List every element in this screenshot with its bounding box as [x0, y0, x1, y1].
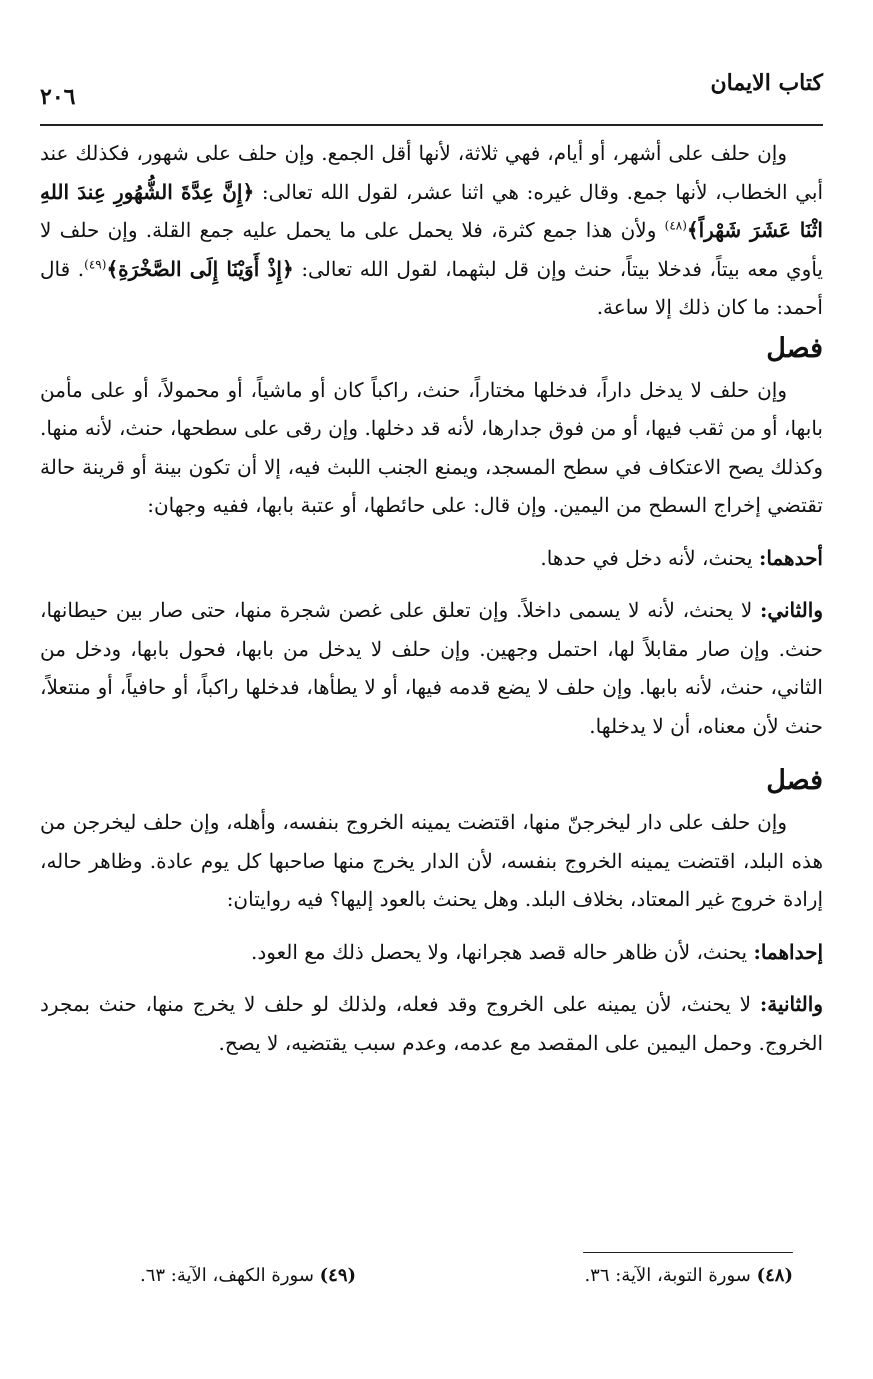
paragraph-months: وإن حلف على أشهر، أو أيام، فهي ثلاثة، لأنها أقل الجمع. وإن حلف على شهور، فكذلك عند أبي الخطاب، لأنها جمع. وقال غيره: هي اثنا عشر، لقول الله تعالى: ﴿إِنَّ عِدَّةَ الشُّهُورِ عِندَ اللهِ اثْنَا عَشَرَ شَهْراً﴾$^{(٤٨)}$ ولأن هذا جمع كثرة، فلا يحمل على ما يحمل عليه جمع القلة. وإن حلف لا يأوي معه بيتاً، فدخلا بيتاً، حنث وإن قل لبثهما، لقول الله تعالى: ﴿إِذْ أَوَيْنَا إِلَى الصَّخْرَةِ﴾$^{(٤٩)}$. قال أحمد: ما كان ذلك إلا ساعة. — [40, 141, 824, 319]
header-rule — [40, 124, 823, 126]
quran-verse-tawbah: ﴿إِنَّ عِدَّةَ الشُّهُورِ عِندَ اللهِ اثْنَا عَشَرَ شَهْراً﴾ — [40, 179, 823, 242]
paragraph-entering-house: وإن حلف لا يدخل داراً، فدخلها مختاراً، حنث، راكباً كان أو ماشياً، أو محمولاً، أو على مأمن بابها، أو من ثقب فيها، أو من فوق جدارها، لأنه قد دخلها. وإن رقى على سطحها، حنث، لأنه منها. وكذلك يصح الاعتكاف في سطح المسجد، ويمنع الجنب اللبث فيه، إلا أن تكون بينة أو قرينة حالة تقتضي إخراج السطح من اليمين. وإن قال: على حائطها، أو عتبة بابها، ففيه وجهان: — [40, 377, 823, 517]
opinion-label: إحداهما: — [753, 939, 823, 964]
opinion-label: والثانية: — [759, 992, 823, 1016]
paragraph-leaving-house: وإن حلف على دار ليخرجنّ منها، اقتضت يمينه الخروج بنفسه، وأهله، وإن حلف ليخرجن من هذه البلد، اقتضت يمينه الخروج بنفسه، لأن الدار يخرج منها صاحبها كل يوم عادة. وظاهر حاله، إرادة خروج غير المعتاد، بخلاف البلد. وهل يحنث بالعود إليها؟ فيه روايتان: — [40, 810, 823, 911]
opinion-label: أحدهما: — [758, 545, 823, 570]
page-number: ٢٠٦ — [40, 84, 76, 110]
opinion-first: أحدهما: يحنث، لأنه دخل في حدها. — [540, 545, 823, 570]
section-heading-1: فصل — [766, 332, 823, 364]
footnotes — [140, 1262, 793, 1290]
footnote-ref-48[interactable]: (٤٨) — [664, 218, 687, 233]
running-title: كتاب الايمان — [710, 70, 823, 96]
footnote-48: (٤٨) سورة التوبة، الآية: ٣٦. — [584, 1265, 793, 1286]
footnote-49: (٤٩) سورة الكهف، الآية: ٦٣. — [140, 1265, 357, 1286]
opinion-label: والثاني: — [759, 598, 823, 622]
quran-verse-kahf: ﴿إِذْ أَوَيْنَا إِلَى الصَّخْرَةِ﴾ — [106, 256, 294, 281]
narration-second: والثانية: لا يحنث، لأن يمينه على الخروج وقد فعله، ولذلك لو حلف لا يخرج منها، حنث بمجرد الخروج. وحمل اليمين على المقصد مع عدمه، وعدم سبب يقتضيه، لا يصح. — [40, 992, 823, 1055]
footnote-rule — [583, 1252, 793, 1253]
footnote-ref-49[interactable]: (٤٩) — [84, 256, 107, 271]
narration-first: إحداهما: يحنث، لأن ظاهر حاله قصد هجرانها، ولا يحصل ذلك مع العود. — [251, 939, 823, 964]
main-text — [40, 134, 823, 1062]
section-heading-2: فصل — [766, 765, 823, 796]
opinion-second: والثاني: لا يحنث، لأنه لا يسمى داخلاً. وإن تعلق على غصن شجرة منها، حتى صار بين حيطانها، حنث. وإن صار مقابلاً لها، احتمل وجهين. وإن حلف لا يدخل من بابها، فحول بابها، ودخل من الثاني، حنث، لأنه بابها. وإن حلف لا يضع قدمه فيها، أو لا يطأها، فدخلها راكباً، أو حافياً، أو منتعلاً، حنث لأن معناه، أن لا يدخلها. — [40, 598, 823, 738]
page-header — [40, 70, 823, 120]
